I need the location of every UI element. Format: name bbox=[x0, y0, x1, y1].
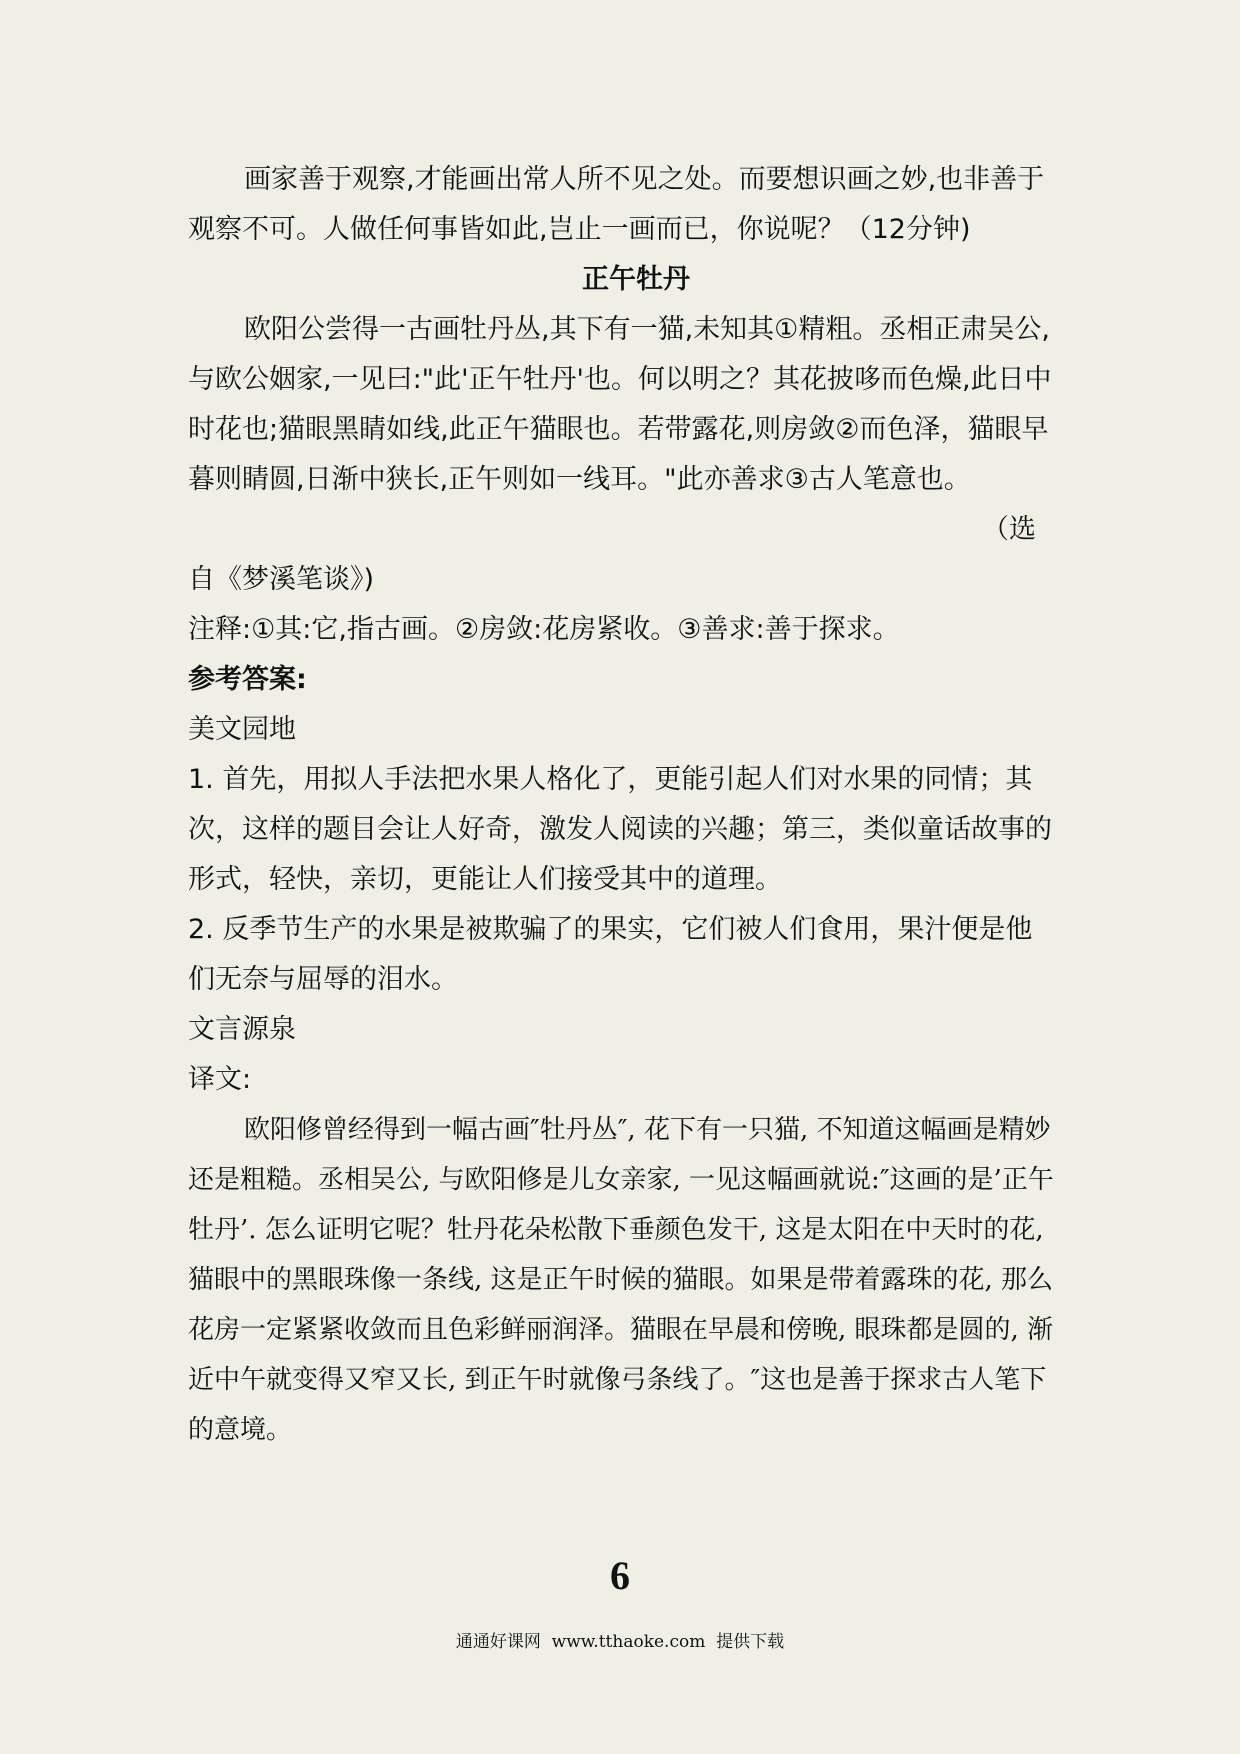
source-line-1: （选 bbox=[982, 514, 1036, 545]
passage-body: 欧阳公尝得一古画牡丹丛,其下有一猫,未知其①精粗。丞相正肃吴公,与欧公姻家,一见曰:"此'正午牡丹'也。何以明之？其花披哆而色燥,此日中时花也;猫眼黑睛如线,此正午猫眼也。若带露花,则房敛②而色泽，猫眼早暮则睛圆,日渐中狭长,正午则如一线耳。"此亦善求③古人笔意也。 bbox=[188, 314, 1052, 495]
answer-item-1: 1. 首先，用拟人手法把水果人格化了，更能引起人们对水果的同情；其次，这样的题目会让人好奇，激发人阅读的兴趣；第三，类似童话故事的形式，轻快，亲切，更能让人们接受其中的道理。 bbox=[188, 764, 1052, 895]
intro-paragraph: 画家善于观察,才能画出常人所不见之处。而要想识画之妙,也非善于观察不可。人做任何事皆如此,岂止一画而已，你说呢？（12分钟) bbox=[188, 164, 1045, 245]
notes: 注释:①其:它,指古画。②房敛:花房紧收。③善求:善于探求。 bbox=[188, 614, 900, 645]
source-line-2: 自《梦溪笔谈》) bbox=[188, 564, 375, 595]
section-title-wenyan: 文言源泉 bbox=[188, 1014, 296, 1045]
page-number: 6 bbox=[610, 1553, 630, 1598]
answer-item-2: 2. 反季节生产的水果是被欺骗了的果实，它们被人们食用，果汁便是他们无奈与屈辱的泪水。 bbox=[188, 914, 1033, 995]
translation-paragraph: 欧阳修曾经得到一幅古画″牡丹丛″, 花下有一只猫, 不知道这幅画是精妙还是粗糙。丞相吴公, 与欧阳修是儿女亲家, 一见这幅画就说:″这画的是’正午牡丹’. 怎么证明它呢？牡丹花朵松散下垂颜色发干, 这是太阳在中天时的花, 猫眼中的黑眼珠像一条线, 这是正午时候的猫眼。如果是带着露珠的花, 那么花房一定紧紧收敛而且色彩鲜丽润泽。猫眼在早晨和傍晚, 眼珠都是圆的, 渐近中午就变得又窄又长, 到正午时就像弓条线了。″这也是善于探求古人笔下的意境。 bbox=[188, 1115, 1054, 1445]
page-content bbox=[188, 155, 1054, 1455]
section-title-meiwen: 美文园地 bbox=[188, 714, 296, 745]
footer-text: 通通好课网 www.tthaoke.com 提供下载 bbox=[455, 1632, 785, 1652]
answers-heading: 参考答案: bbox=[188, 664, 307, 695]
passage-title: 正午牡丹 bbox=[582, 264, 690, 295]
translation-label: 译文: bbox=[188, 1064, 252, 1095]
